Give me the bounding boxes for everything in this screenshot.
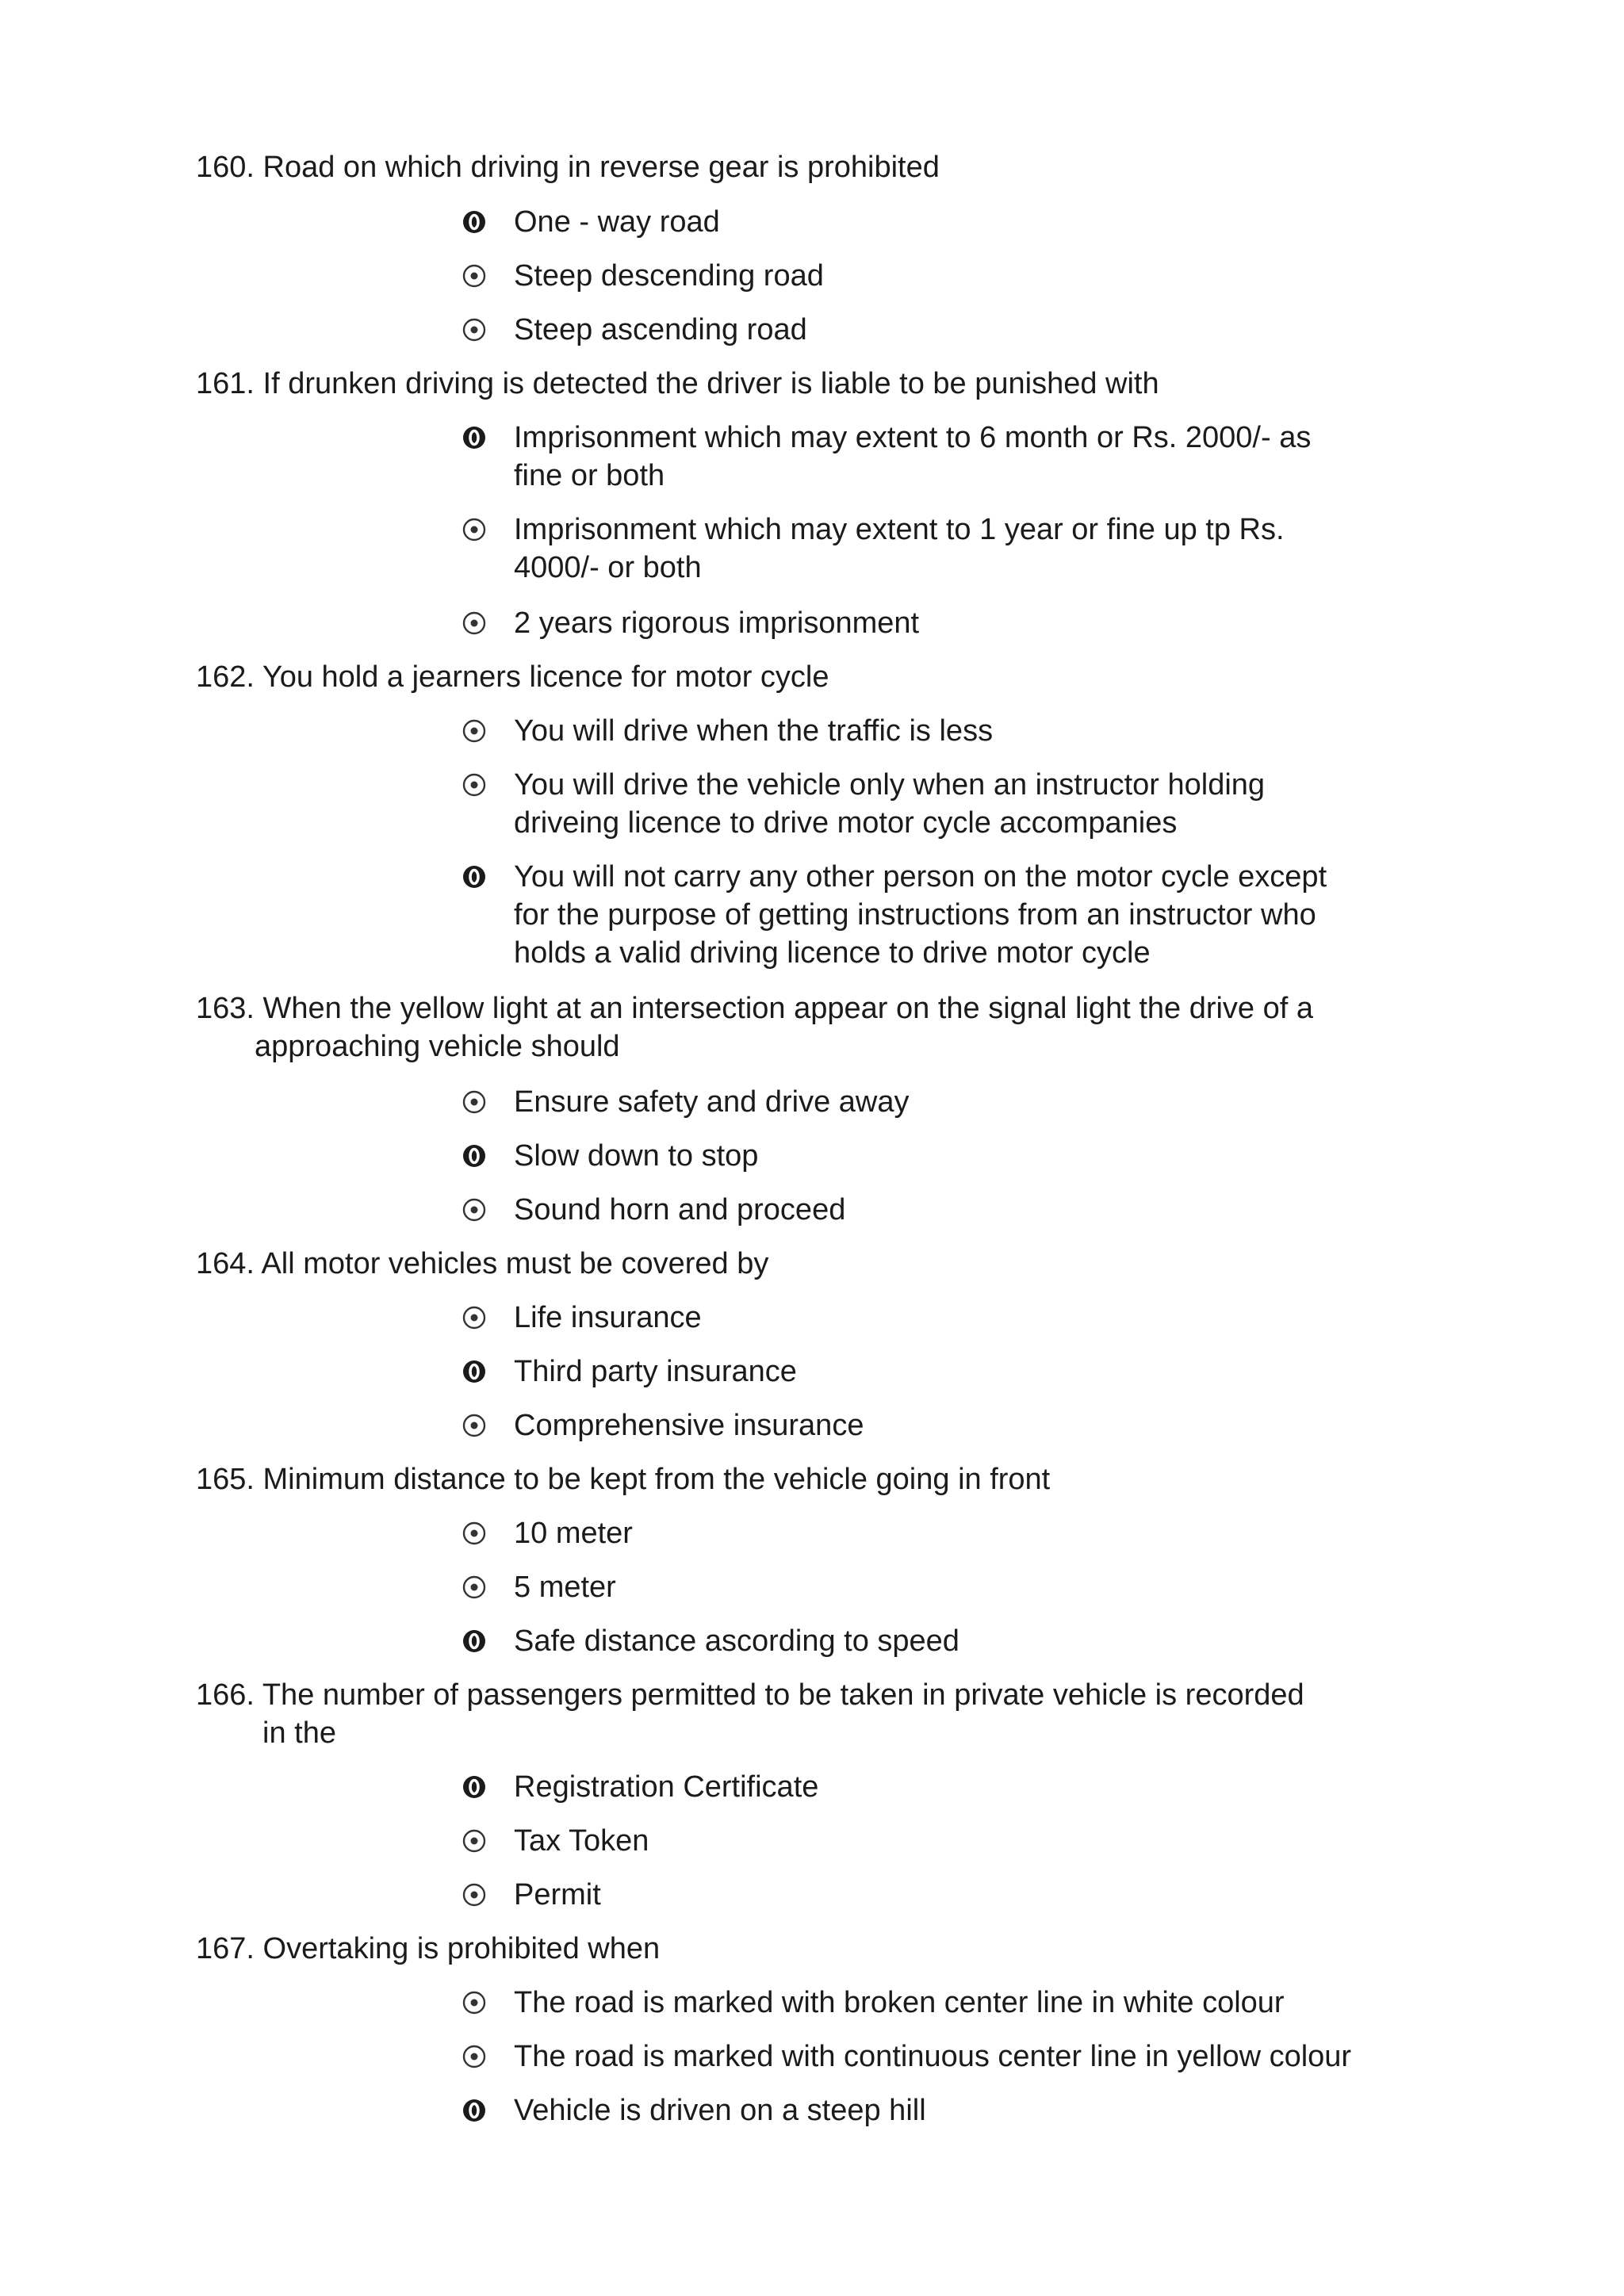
answer-option bbox=[458, 1876, 1410, 1914]
question-text: When the yellow light at an intersection appear on the signal light the drive of a bbox=[262, 992, 1314, 1025]
answer-option bbox=[458, 1514, 1410, 1552]
answer-option-line: You will drive when the traffic is less bbox=[514, 714, 994, 748]
answer-option bbox=[458, 1137, 1410, 1175]
answer-option bbox=[458, 1083, 1410, 1121]
question bbox=[196, 1930, 1385, 1968]
answer-option-text bbox=[514, 311, 1410, 349]
answer-option-text bbox=[514, 203, 1410, 241]
circled-dot-bullet-icon bbox=[458, 1987, 490, 2019]
answer-option bbox=[458, 1984, 1410, 2022]
circled-dot-bullet-icon bbox=[458, 1302, 490, 1334]
circled-dot-bullet-icon bbox=[458, 1825, 490, 1857]
answer-option-text bbox=[514, 1876, 1410, 1914]
filled-bullet-icon bbox=[458, 1356, 490, 1387]
filled-bullet-icon bbox=[458, 2095, 490, 2126]
answer-option bbox=[458, 1568, 1410, 1606]
question bbox=[196, 658, 1385, 696]
question-text: Overtaking is prohibited when bbox=[262, 1932, 661, 1965]
answer-option-line: Steep descending road bbox=[514, 259, 824, 293]
filled-bullet-icon bbox=[458, 1140, 490, 1172]
answer-option-line: Permit bbox=[514, 1878, 601, 1911]
answer-option-line: Third party insurance bbox=[514, 1355, 797, 1388]
answer-option-line: Safe distance ascording to speed bbox=[514, 1624, 959, 1658]
answer-option bbox=[458, 419, 1410, 495]
answer-option-text bbox=[514, 1514, 1410, 1552]
question-number: 163. bbox=[196, 992, 255, 1025]
answer-option-text bbox=[514, 1822, 1410, 1860]
answer-option-text bbox=[514, 604, 1410, 642]
circled-dot-bullet-icon bbox=[458, 1086, 490, 1118]
circled-dot-bullet-icon bbox=[458, 2041, 490, 2072]
filled-bullet-icon bbox=[458, 1771, 490, 1803]
question-number: 164. bbox=[196, 1247, 255, 1280]
answer-option-text bbox=[514, 858, 1410, 972]
answer-option-line: Registration Certificate bbox=[514, 1770, 819, 1804]
answer-option-text bbox=[514, 1137, 1410, 1175]
answer-option-line: for the purpose of getting instructions from an instructor who bbox=[514, 898, 1316, 932]
answer-option-line: 2 years rigorous imprisonment bbox=[514, 607, 920, 640]
answer-option-line: Steep ascending road bbox=[514, 313, 807, 346]
answer-option-text bbox=[514, 1299, 1410, 1337]
filled-bullet-icon bbox=[458, 861, 490, 893]
answer-option-text bbox=[514, 257, 1410, 295]
answer-option-text bbox=[514, 1568, 1410, 1606]
answer-option-line: Tax Token bbox=[514, 1824, 649, 1858]
answer-option-text bbox=[514, 419, 1410, 495]
answer-option-text bbox=[514, 1768, 1410, 1806]
answer-option-text bbox=[514, 1984, 1410, 2022]
circled-dot-bullet-icon bbox=[458, 1194, 490, 1226]
answer-option-text bbox=[514, 1083, 1410, 1121]
question bbox=[196, 148, 1385, 186]
filled-bullet-icon bbox=[458, 206, 490, 238]
answer-option-text bbox=[514, 712, 1410, 750]
question-text: If drunken driving is detected the driver is liable to be punished with bbox=[262, 367, 1159, 400]
answer-option-text bbox=[514, 1622, 1410, 1660]
filled-bullet-icon bbox=[458, 1625, 490, 1657]
question-text: approaching vehicle should bbox=[255, 1030, 620, 1063]
circled-dot-bullet-icon bbox=[458, 607, 490, 639]
answer-option bbox=[458, 712, 1410, 750]
answer-option-line: The road is marked with continuous center line in yellow colour bbox=[514, 2040, 1352, 2073]
answer-option-line: Vehicle is driven on a steep hill bbox=[514, 2094, 926, 2127]
question-text: in the bbox=[262, 1716, 336, 1750]
answer-option bbox=[458, 1768, 1410, 1806]
answer-option bbox=[458, 766, 1410, 842]
answer-option bbox=[458, 1622, 1410, 1660]
answer-option bbox=[458, 511, 1410, 587]
answer-option bbox=[458, 203, 1410, 241]
circled-dot-bullet-icon bbox=[458, 769, 490, 801]
answer-option-line: Sound horn and proceed bbox=[514, 1193, 846, 1226]
question-number: 161. bbox=[196, 367, 255, 400]
answer-option bbox=[458, 257, 1410, 295]
answer-option bbox=[458, 1299, 1410, 1337]
question bbox=[196, 989, 1385, 1066]
answer-option bbox=[458, 1353, 1410, 1391]
answer-option-line: Comprehensive insurance bbox=[514, 1409, 864, 1442]
answer-option-text bbox=[514, 1406, 1410, 1445]
question-number: 165. bbox=[196, 1463, 255, 1496]
question-text: All motor vehicles must be covered by bbox=[261, 1247, 769, 1280]
answer-option-line: Life insurance bbox=[514, 1301, 702, 1334]
question-text: Minimum distance to be kept from the vehicle going in front bbox=[262, 1463, 1051, 1496]
answer-option-line: fine or both bbox=[514, 459, 665, 492]
question-number: 167. bbox=[196, 1932, 255, 1965]
answer-option bbox=[458, 2091, 1410, 2130]
circled-dot-bullet-icon bbox=[458, 1879, 490, 1911]
answer-option-line: driveing licence to drive motor cycle accompanies bbox=[514, 806, 1178, 840]
answer-option-line: 4000/- or both bbox=[514, 551, 702, 584]
question-number: 160. bbox=[196, 151, 255, 184]
circled-dot-bullet-icon bbox=[458, 715, 490, 747]
answer-option-text bbox=[514, 766, 1410, 842]
question bbox=[196, 1460, 1385, 1498]
answer-option bbox=[458, 2038, 1410, 2076]
answer-option bbox=[458, 1191, 1410, 1229]
answer-option-line: You will not carry any other person on the motor cycle except bbox=[514, 860, 1327, 894]
answer-option-line: Ensure safety and drive away bbox=[514, 1085, 910, 1119]
question-text: You hold a jearners licence for motor cycle bbox=[262, 660, 829, 694]
answer-option-line: The road is marked with broken center line in white colour bbox=[514, 1986, 1285, 2019]
circled-dot-bullet-icon bbox=[458, 1571, 490, 1603]
answer-option-line: 5 meter bbox=[514, 1571, 616, 1604]
circled-dot-bullet-icon bbox=[458, 1410, 490, 1441]
question-number: 166. bbox=[196, 1678, 255, 1712]
answer-option-line: You will drive the vehicle only when an instructor holding bbox=[514, 768, 1266, 802]
answer-option bbox=[458, 1822, 1410, 1860]
answer-option bbox=[458, 311, 1410, 349]
question-text: Road on which driving in reverse gear is prohibited bbox=[262, 151, 940, 184]
answer-option-line: holds a valid driving licence to drive motor cycle bbox=[514, 936, 1151, 970]
circled-dot-bullet-icon bbox=[458, 514, 490, 545]
answer-option-text bbox=[514, 2091, 1410, 2130]
circled-dot-bullet-icon bbox=[458, 1517, 490, 1549]
answer-option bbox=[458, 858, 1410, 972]
answer-option-line: 10 meter bbox=[514, 1517, 633, 1550]
question-text: The number of passengers permitted to be taken in private vehicle is recorded bbox=[262, 1678, 1304, 1712]
answer-option-text bbox=[514, 2038, 1410, 2076]
circled-dot-bullet-icon bbox=[458, 314, 490, 346]
answer-option-line: Imprisonment which may extent to 6 month or Rs. 2000/- as bbox=[514, 421, 1312, 454]
answer-option bbox=[458, 1406, 1410, 1445]
answer-option bbox=[458, 604, 1410, 642]
question bbox=[196, 365, 1385, 403]
circled-dot-bullet-icon bbox=[458, 260, 490, 292]
answer-option-line: Slow down to stop bbox=[514, 1139, 759, 1173]
answer-option-text bbox=[514, 1191, 1410, 1229]
answer-option-line: One - way road bbox=[514, 205, 720, 239]
question bbox=[196, 1676, 1385, 1752]
answer-option-text bbox=[514, 1353, 1410, 1391]
answer-option-line: Imprisonment which may extent to 1 year or fine up tp Rs. bbox=[514, 513, 1285, 546]
question bbox=[196, 1245, 1385, 1283]
question-number: 162. bbox=[196, 660, 255, 694]
answer-option-text bbox=[514, 511, 1410, 587]
filled-bullet-icon bbox=[458, 422, 490, 453]
